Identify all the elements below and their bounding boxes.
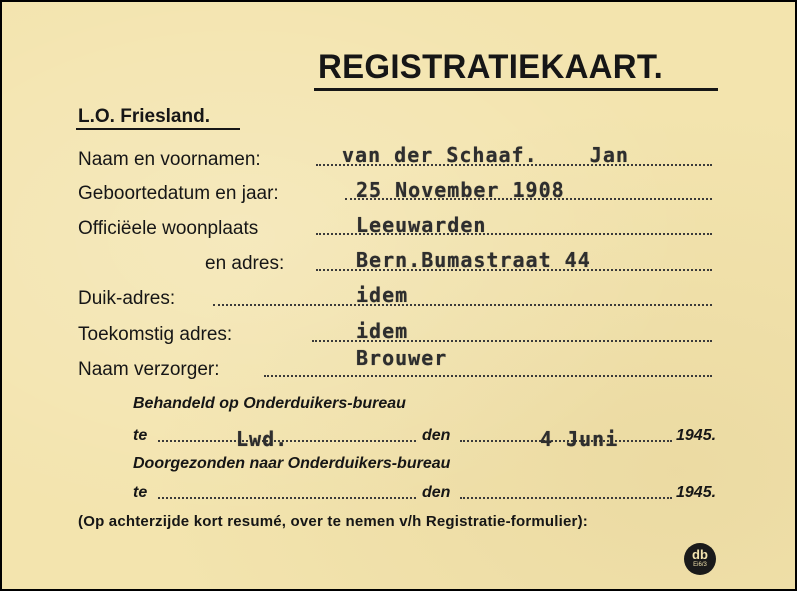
dotted-line-duik-adres [213, 304, 712, 306]
value-behandeld-te: Lwd. [236, 427, 289, 451]
value-duik-adres: idem [356, 283, 409, 307]
value-behandeld-den: 4 Juni [540, 427, 619, 451]
year-doorgezonden: 1945. [676, 484, 717, 501]
dotted-line-verzorger [264, 375, 712, 377]
organization-label: L.O. Friesland. [78, 106, 210, 127]
label-doorgezonden-den: den [422, 484, 451, 501]
printer-logo-subtext: Ei6/3 [693, 562, 707, 568]
value-adres: Bern.Bumastraat 44 [356, 248, 591, 272]
printer-logo-text: db [692, 547, 708, 562]
printer-logo [684, 543, 716, 575]
label-naam: Naam en voornamen: [78, 149, 261, 170]
value-toekomstig-adres: idem [356, 319, 409, 343]
label-toekomstig-adres: Toekomstig adres: [78, 324, 233, 345]
value-verzorger: Brouwer [356, 346, 448, 370]
organization-underline [76, 128, 240, 130]
label-geboorte: Geboortedatum en jaar: [78, 183, 279, 204]
year-behandeld: 1945. [676, 427, 717, 444]
label-duik-adres: Duik-adres: [78, 288, 176, 309]
label-verzorger: Naam verzorger: [78, 359, 220, 380]
heading-doorgezonden: Doorgezonden naar Onderduikers-bureau [133, 455, 451, 472]
label-adres: en adres: [205, 253, 285, 274]
title-underline [314, 88, 718, 91]
dotted-line-doorgezonden-den [460, 497, 672, 499]
label-behandeld-den: den [422, 427, 451, 444]
dotted-line-doorgezonden-te [158, 497, 416, 499]
label-behandeld-te: te [133, 427, 148, 444]
value-naam: van der Schaaf. Jan [342, 143, 629, 167]
value-geboorte: 25 November 1908 [356, 178, 565, 202]
value-woonplaats: Leeuwarden [356, 213, 487, 237]
registration-card [2, 2, 795, 589]
label-doorgezonden-te: te [133, 484, 148, 501]
label-woonplaats: Officiëele woonplaats [78, 218, 259, 239]
footnote: (Op achterzijde kort resumé, over te nemen v/h Registratie-formulier): [78, 513, 588, 530]
card-title: REGISTRATIEKAART. [318, 48, 664, 86]
heading-behandeld: Behandeld op Onderduikers-bureau [133, 395, 406, 412]
